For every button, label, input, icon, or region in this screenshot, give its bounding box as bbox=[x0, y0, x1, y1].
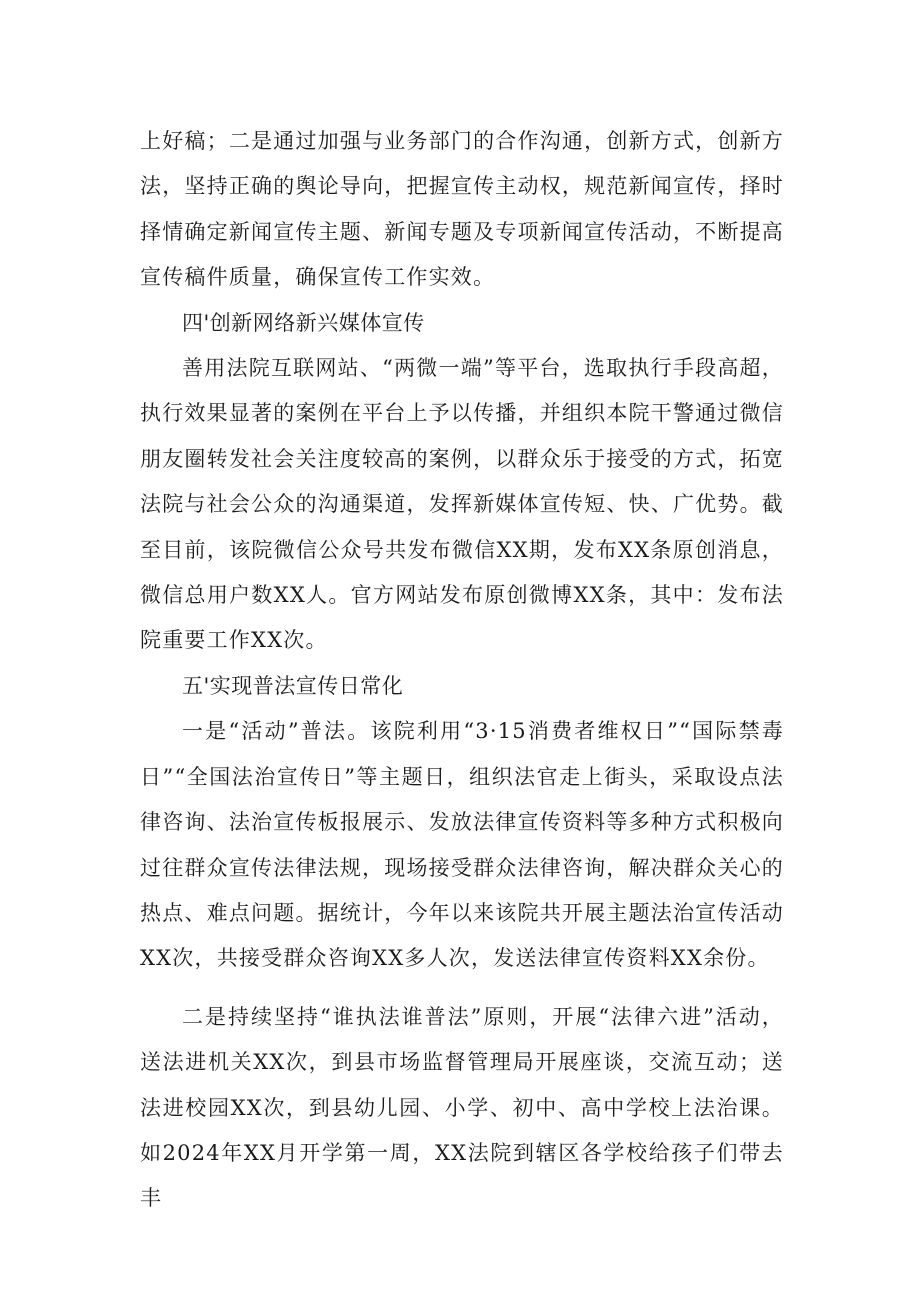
section-heading-five: 五'实现普法宣传日常化 bbox=[182, 673, 404, 698]
paragraph-six-into: 二是持续坚持“谁执法谁普法”原则，开展“法律六进”活动，送法进机关XX次，到县市场监督管理局开展座谈，交流互动；送法进校园XX次，到县幼儿园、小学、初中、高中学校上法治课。如2024年XX月开学第一周，XX法院到辖区各学校给孩子们带去丰 bbox=[140, 1004, 784, 1211]
paragraph-activity-law: 一是“活动”普法。该院利用“3·15消费者维权日”“国际禁毒日”“全国法治宣传日”等主题日，组织法官走上街头，采取设点法律咨询、法治宣传板报展示、发放法律宣传资料等多种方式积极向过往群众宣传法律法规，现场接受群众法律咨询，解决群众关心的热点、难点问题。据统计，今年以来该院共开展主题法治宣传活动XX次，共接受群众咨询XX多人次，发送法律宣传资料XX余份。 bbox=[140, 719, 784, 971]
document-body bbox=[140, 119, 784, 1222]
paragraph-new-media: 善用法院互联网站、“两微一端”等平台，选取执行手段高超，执行效果显著的案例在平台上予以传播，并组织本院干警通过微信朋友圈转发社会关注度较高的案例，以群众乐于接受的方式，拓宽法院与社会公众的沟通渠道，发挥新媒体宣传短、快、广优势。截至目前，该院微信公众号共发布微信XX期，发布XX条原创消息，微信总用户数XX人。官方网站发布原创微博XX条，其中：发布法院重要工作XX次。 bbox=[140, 356, 784, 653]
paragraph-gap bbox=[140, 982, 784, 995]
paragraph-continued: 上好稿；二是通过加强与业务部门的合作沟通，创新方式，创新方法，坚持正确的舆论导向，把握宣传主动权，规范新闻宣传，择时择情确定新闻宣传主题、新闻专题及专项新闻宣传活动，不断提高宣传稿件质量，确保宣传工作实效。 bbox=[140, 129, 784, 290]
section-heading-four: 四'创新网络新兴媒体宣传 bbox=[182, 310, 425, 335]
